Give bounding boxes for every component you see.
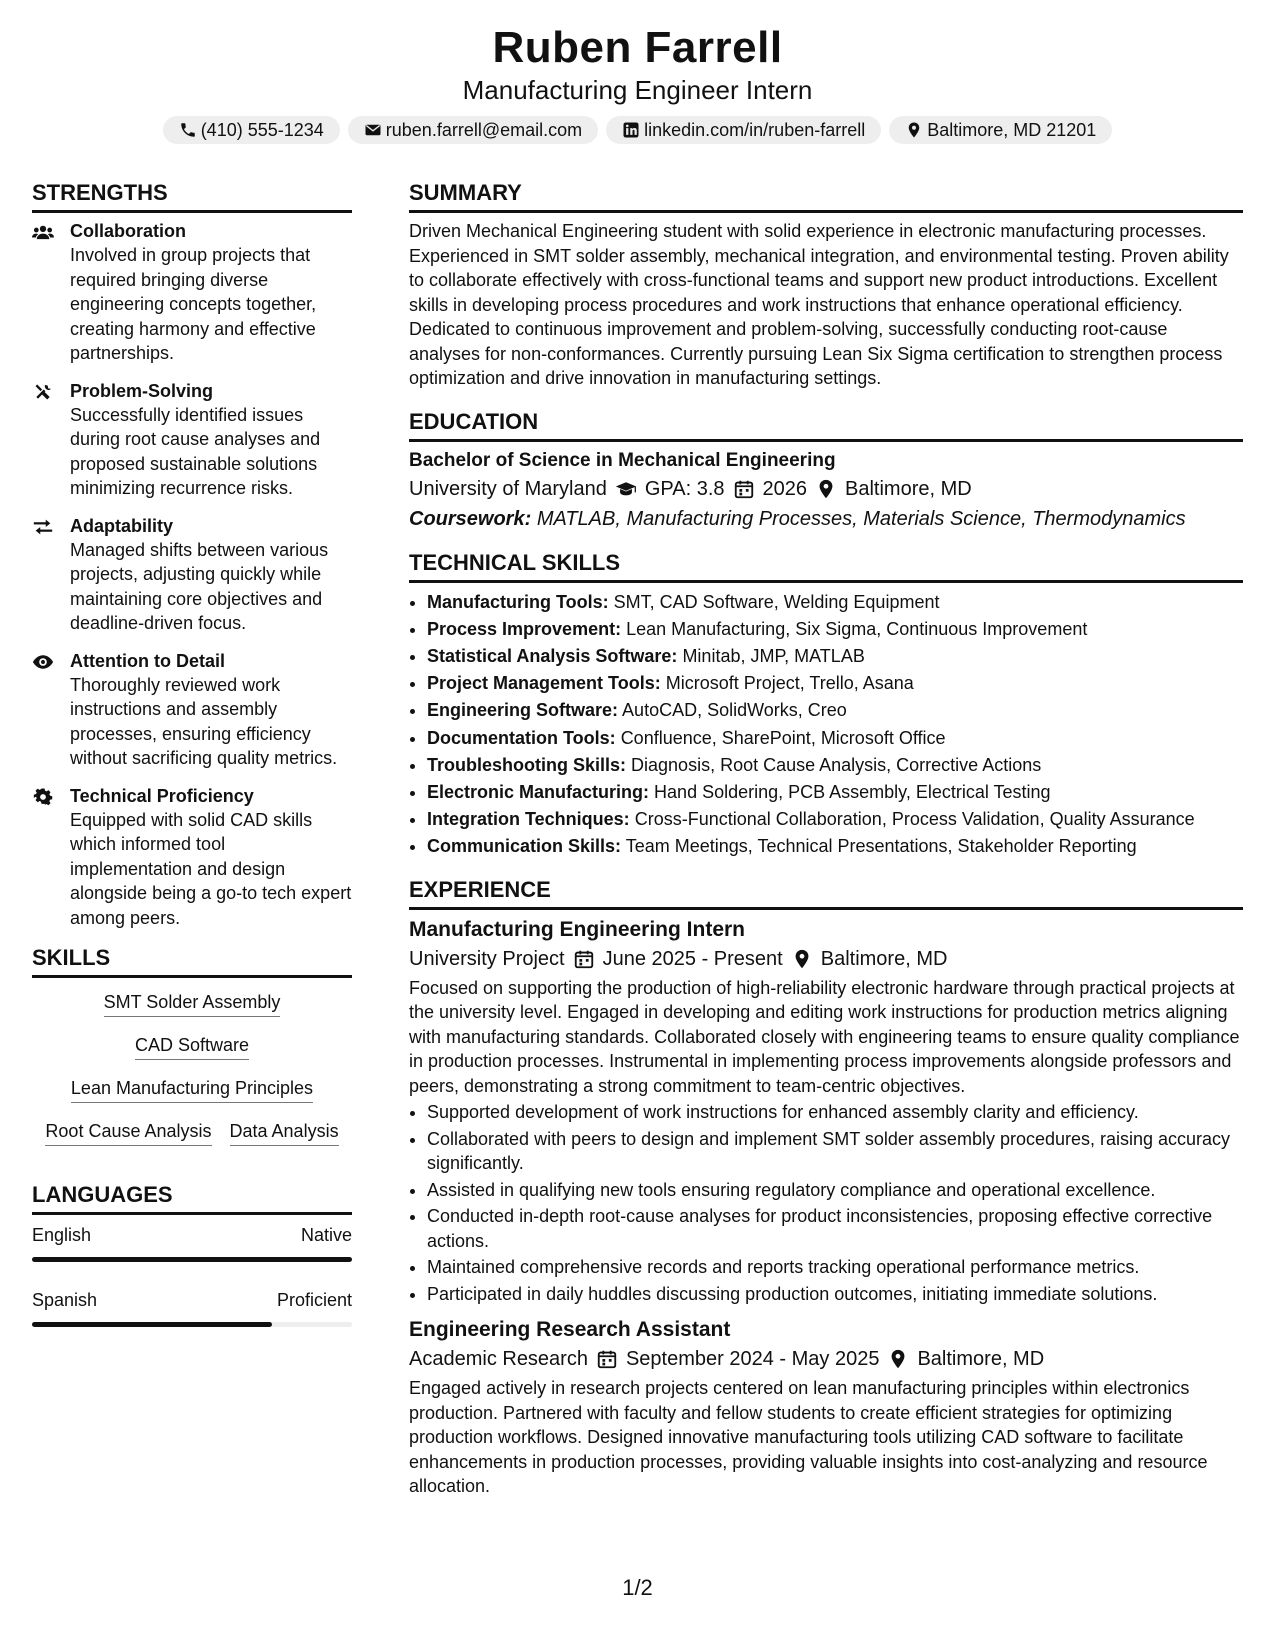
language-name: English <box>32 1225 92 1245</box>
skill-label: Engineering Software: <box>427 700 619 721</box>
summary-title: SUMMARY <box>409 178 1243 213</box>
strength-item <box>32 379 352 501</box>
job-bullet: • Conducted in-depth root-cause analyses for product inconsistencies, proposing effective corrective actions. <box>427 1204 1243 1253</box>
technical-skill-item <box>427 752 1243 779</box>
summary-text: Driven Mechanical Engineering student with solid experience in electronic manufacturing processes. Experienced in SMT solder assembly, mechanical integration, and environmental testing. Proven ability to collaborate effectively with cross-functional teams and support new product introductions. Excellent skills in developing process procedures and work instructions that enhance operational efficiency. Dedicated to continuous improvement and problem-solving, successfully conducting root-cause analyses for non-conformances. Currently pursuing Lean Six Sigma certification to strengthen process optimization and drive innovation in manufacturing settings. <box>409 221 1229 388</box>
job-meta <box>409 1344 1243 1374</box>
language-bar-fill <box>32 1257 352 1262</box>
experience-title: EXPERIENCE <box>409 875 1243 910</box>
skill-tag: SMT Solder Assembly <box>104 990 281 1017</box>
strength-desc: Involved in group projects that required bringing diverse engineering concepts together, creating harmony and effective partnerships. <box>70 245 317 363</box>
language-level: Native <box>300 1225 352 1245</box>
language-item <box>32 1223 352 1262</box>
skill-value: AutoCAD, SolidWorks, Creo <box>622 700 847 721</box>
job-org: Academic Research <box>409 1348 588 1371</box>
language-bar-fill <box>32 1322 272 1327</box>
strength-title: Collaboration <box>70 221 186 241</box>
calendar-icon <box>596 1348 618 1370</box>
education-school: University of Maryland <box>409 477 607 500</box>
left-column <box>32 178 352 1353</box>
job-bullet: • Assisted in qualifying new tools ensuring regulatory compliance and operational excellence. <box>427 1178 1243 1203</box>
page-number: 1/2 <box>622 1575 653 1600</box>
job-bullets <box>409 1100 1243 1306</box>
technical-skill-item <box>427 643 1243 670</box>
contact-bar <box>0 116 1275 144</box>
job-description: Engaged actively in research projects centered on lean manufacturing principles within electronics production. Partnered with faculty and fellow students to create efficient strategies for optimizing production workflows. Designed innovative manufacturing tools utilizing CAD software to facilitate enhancements in production processes, providing valuable insights into cost-analyzing and resource allocation. <box>409 1378 1208 1497</box>
technical-skill-item <box>427 589 1243 616</box>
technical-skill-item <box>427 779 1243 806</box>
strengths-title: STRENGTHS <box>32 178 352 213</box>
skill-value: Confluence, SharePoint, Microsoft Office <box>620 727 946 748</box>
calendar-icon <box>733 478 755 500</box>
languages-title: LANGUAGES <box>32 1180 352 1215</box>
skill-label: Electronic Manufacturing: <box>427 781 650 802</box>
contact-linkedin[interactable] <box>606 116 881 144</box>
strength-item <box>32 784 352 931</box>
graduation-cap-icon <box>615 478 637 500</box>
job-meta <box>409 944 1243 974</box>
strength-desc: Equipped with solid CAD skills which informed tool implementation and design alongside being a go-to tech expert among peers. <box>70 809 352 928</box>
technical-skill-item <box>427 616 1243 643</box>
education-degree: Bachelor of Science in Mechanical Engineering <box>409 449 836 471</box>
eye-icon <box>32 652 54 672</box>
job-entry <box>409 1316 1243 1499</box>
map-pin-icon <box>815 478 837 500</box>
map-pin-icon <box>905 121 923 139</box>
skill-value: Microsoft Project, Trello, Asana <box>665 673 914 694</box>
skill-value: Diagnosis, Root Cause Analysis, Corrective Actions <box>631 754 1042 775</box>
phone-icon <box>179 121 197 139</box>
language-bar <box>32 1257 352 1262</box>
skill-value: Hand Soldering, PCB Assembly, Electrical Testing <box>654 781 1051 802</box>
coursework-text: MATLAB, Manufacturing Processes, Materials Science, Thermodynamics <box>536 507 1186 530</box>
skill-value: SMT, CAD Software, Welding Equipment <box>613 591 940 612</box>
job-bullet: • Supported development of work instructions for enhanced assembly clarity and efficiency. <box>427 1100 1243 1125</box>
contact-location <box>889 116 1112 144</box>
contact-email-text: ruben.farrell@email.com <box>385 119 583 140</box>
strength-desc: Successfully identified issues during root cause analyses and proposed sustainable solutions minimizing recurrence risks. <box>70 404 321 498</box>
skill-label: Integration Techniques: <box>427 809 630 830</box>
candidate-name: Ruben Farrell <box>492 23 783 72</box>
skill-value: Team Meetings, Technical Presentations, Stakeholder Reporting <box>625 836 1137 857</box>
skill-tag: CAD Software <box>135 1033 249 1060</box>
technical-skill-item <box>427 670 1243 697</box>
skill-label: Project Management Tools: <box>427 673 661 694</box>
strength-item <box>32 514 352 636</box>
linkedin-icon <box>622 121 640 139</box>
education-location: Baltimore, MD <box>845 477 972 500</box>
map-pin-icon <box>887 1348 909 1370</box>
skill-tag: Root Cause Analysis <box>45 1119 211 1146</box>
job-location: Baltimore, MD <box>917 1348 1045 1371</box>
skill-value: Minitab, JMP, MATLAB <box>682 645 865 666</box>
skill-label: Process Improvement: <box>427 618 622 639</box>
job-description: Focused on supporting the production of high-reliability electronic hardware through practical projects at the university level. Engaged in developing and editing work instructions for production metrics aligning with manufacturing standards. Collaborated closely with engineering teams to ensure quality compliance in production processes. Instrumental in implementing process improvements alongside professors and peers, demonstrating a strong commitment to team-centric objectives. <box>409 977 1240 1096</box>
skills-title: SKILLS <box>32 943 352 978</box>
technical-skills-title: TECHNICAL SKILLS <box>409 548 1243 583</box>
education-meta <box>409 474 1243 504</box>
right-column <box>409 178 1243 1499</box>
contact-email[interactable] <box>348 116 598 144</box>
strength-title: Attention to Detail <box>70 650 225 671</box>
education-gpa: GPA: 3.8 <box>644 477 725 500</box>
job-location: Baltimore, MD <box>820 947 948 970</box>
job-org: University Project <box>409 947 565 970</box>
strength-title: Technical Proficiency <box>70 785 254 806</box>
resume-header <box>0 22 1275 144</box>
strength-desc: Managed shifts between various projects, adjusting quickly while maintaining core objectives and deadline-driven focus. <box>70 539 329 633</box>
job-bullet: • Collaborated with peers to design and implement SMT solder assembly procedures, raising accuracy significantly. <box>427 1127 1243 1176</box>
contact-phone-text: (410) 555-1234 <box>200 119 324 140</box>
coursework-label: Coursework: <box>409 507 532 530</box>
strength-title: Adaptability <box>70 515 174 536</box>
skill-value: Cross-Functional Collaboration, Process Validation, Quality Assurance <box>634 809 1195 830</box>
technical-skills-list <box>409 589 1243 861</box>
job-title: Engineering Research Assistant <box>409 1318 731 1342</box>
education-title: EDUCATION <box>409 407 1243 442</box>
strength-desc: Thoroughly reviewed work instructions and assembly processes, ensuring efficiency without sacrificing quality metrics. <box>70 674 338 768</box>
job-bullet: • Participated in daily huddles discussing production outcomes, initiating immediate solutions. <box>427 1282 1243 1307</box>
job-dates: June 2025 - Present <box>602 947 783 970</box>
skill-tag: Lean Manufacturing Principles <box>71 1076 313 1103</box>
strength-item <box>32 649 352 771</box>
skill-label: Statistical Analysis Software: <box>427 645 678 666</box>
technical-skill-item <box>427 806 1243 833</box>
job-bullet: • Maintained comprehensive records and reports tracking operational performance metrics. <box>427 1255 1243 1280</box>
skill-label: Troubleshooting Skills: <box>427 754 627 775</box>
technical-skill-item <box>427 725 1243 752</box>
contact-phone <box>163 116 340 144</box>
job-title: Manufacturing Engineering Intern <box>409 917 746 941</box>
strength-item <box>32 219 352 366</box>
skill-tag: Data Analysis <box>230 1119 339 1146</box>
contact-location-text: Baltimore, MD 21201 <box>927 119 1097 140</box>
candidate-role: Manufacturing Engineer Intern <box>462 75 813 105</box>
education-coursework <box>409 504 1243 534</box>
language-item <box>32 1288 352 1327</box>
language-bar <box>32 1322 352 1327</box>
technical-skill-item <box>427 833 1243 860</box>
contact-linkedin-text: linkedin.com/in/ruben-farrell <box>644 119 866 140</box>
job-dates: September 2024 - May 2025 <box>625 1348 880 1371</box>
arrows-exchange-icon <box>32 517 54 537</box>
strength-title: Problem-Solving <box>70 380 214 401</box>
users-icon <box>32 222 54 242</box>
language-name: Spanish <box>32 1290 98 1310</box>
calendar-icon <box>573 948 595 970</box>
language-level: Proficient <box>276 1290 352 1310</box>
skill-label: Documentation Tools: <box>427 727 616 748</box>
education-year: 2026 <box>762 477 808 500</box>
technical-skill-item <box>427 697 1243 724</box>
job-entry <box>409 916 1243 1307</box>
envelope-icon <box>364 121 382 139</box>
skill-label: Manufacturing Tools: <box>427 591 609 612</box>
skills-list <box>32 984 352 1146</box>
tools-icon <box>32 382 54 402</box>
skill-label: Communication Skills: <box>427 836 622 857</box>
gear-icon <box>32 787 54 807</box>
skill-value: Lean Manufacturing, Six Sigma, Continuous Improvement <box>626 618 1088 639</box>
map-pin-icon <box>791 948 813 970</box>
